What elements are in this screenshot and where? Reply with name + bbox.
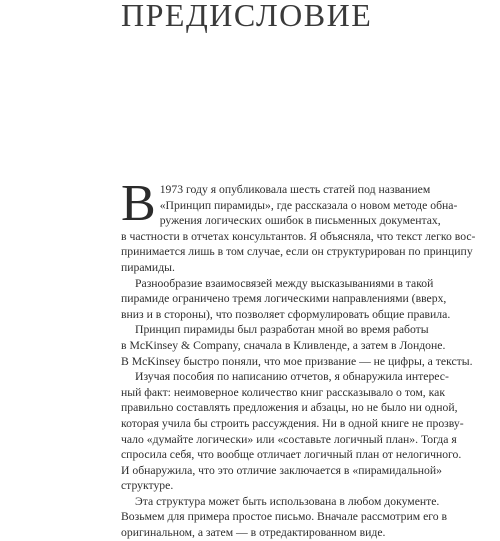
text-line: И обнаружила, что это отличие заключается в «пирамидальной» — [121, 463, 442, 477]
text-line: В McKinsey быстро поняли, что мое призвание — не цифры, а тексты. — [121, 354, 473, 368]
text-line: пирамиде ограничено тремя логическими направлениями (вверх, — [121, 292, 447, 306]
paragraph-4 — [121, 369, 464, 494]
paragraph-1 — [121, 175, 476, 276]
text-line: чало «думайте логически» или «составьте логичный план». Тогда я — [121, 432, 457, 446]
text-line: спросила себя, что вообще отличает логичный план от нелогичного. — [121, 448, 462, 462]
text-line: «Принцип пирамиды», где рассказала о новом методе обна- — [159, 198, 458, 212]
text-line: Принцип пирамиды был разработан мной во время работы — [135, 323, 429, 337]
text-line: Возьмем для примера простое письмо. Вначале рассмотрим его в — [121, 510, 448, 524]
paragraph-5 — [121, 494, 448, 541]
text-line: оригинальном, а затем — в отредактированном виде. — [121, 526, 386, 540]
text-line: в McKinsey & Company, сначала в Кливленде, а затем в Лондоне. — [121, 338, 446, 352]
text-line: ружения логических ошибок в письменных документах, — [159, 214, 441, 228]
text-line: ный факт: неимоверное количество книг рассказывало о том, как — [121, 385, 445, 399]
page-title: ПРЕДИСЛОВИЕ — [121, 0, 373, 33]
text-line: в частности в отчетах консультантов. Я объясняла, что текст легко вос- — [121, 229, 476, 243]
text-line: Изучая пособия по написанию отчетов, я обнаружила интерес- — [135, 370, 449, 384]
text-line: 1973 году я опубликовала шесть статей под названием — [159, 183, 431, 196]
drop-cap: В — [121, 175, 156, 232]
preface-body — [121, 175, 476, 541]
paragraph-3 — [121, 322, 473, 369]
text-line: Разнообразие взаимосвязей между высказываниями в такой — [135, 276, 434, 290]
text-line: которая учила бы строить рассуждения. Ни в одной книге не прозву- — [121, 416, 464, 430]
text-line: структуре. — [121, 479, 174, 493]
paragraph-2 — [121, 276, 451, 323]
text-line: принимается лишь в том случае, если он структурирован по принципу — [121, 245, 473, 259]
text-line: вниз и в стороны), что позволяет сформулировать общие правила. — [121, 307, 451, 321]
text-line: пирамиды. — [121, 260, 175, 274]
text-line: правильно составлять предложения и абзацы, но не было ни одной, — [121, 401, 458, 415]
text-line: Эта структура может быть использована в любом документе. — [135, 494, 440, 508]
